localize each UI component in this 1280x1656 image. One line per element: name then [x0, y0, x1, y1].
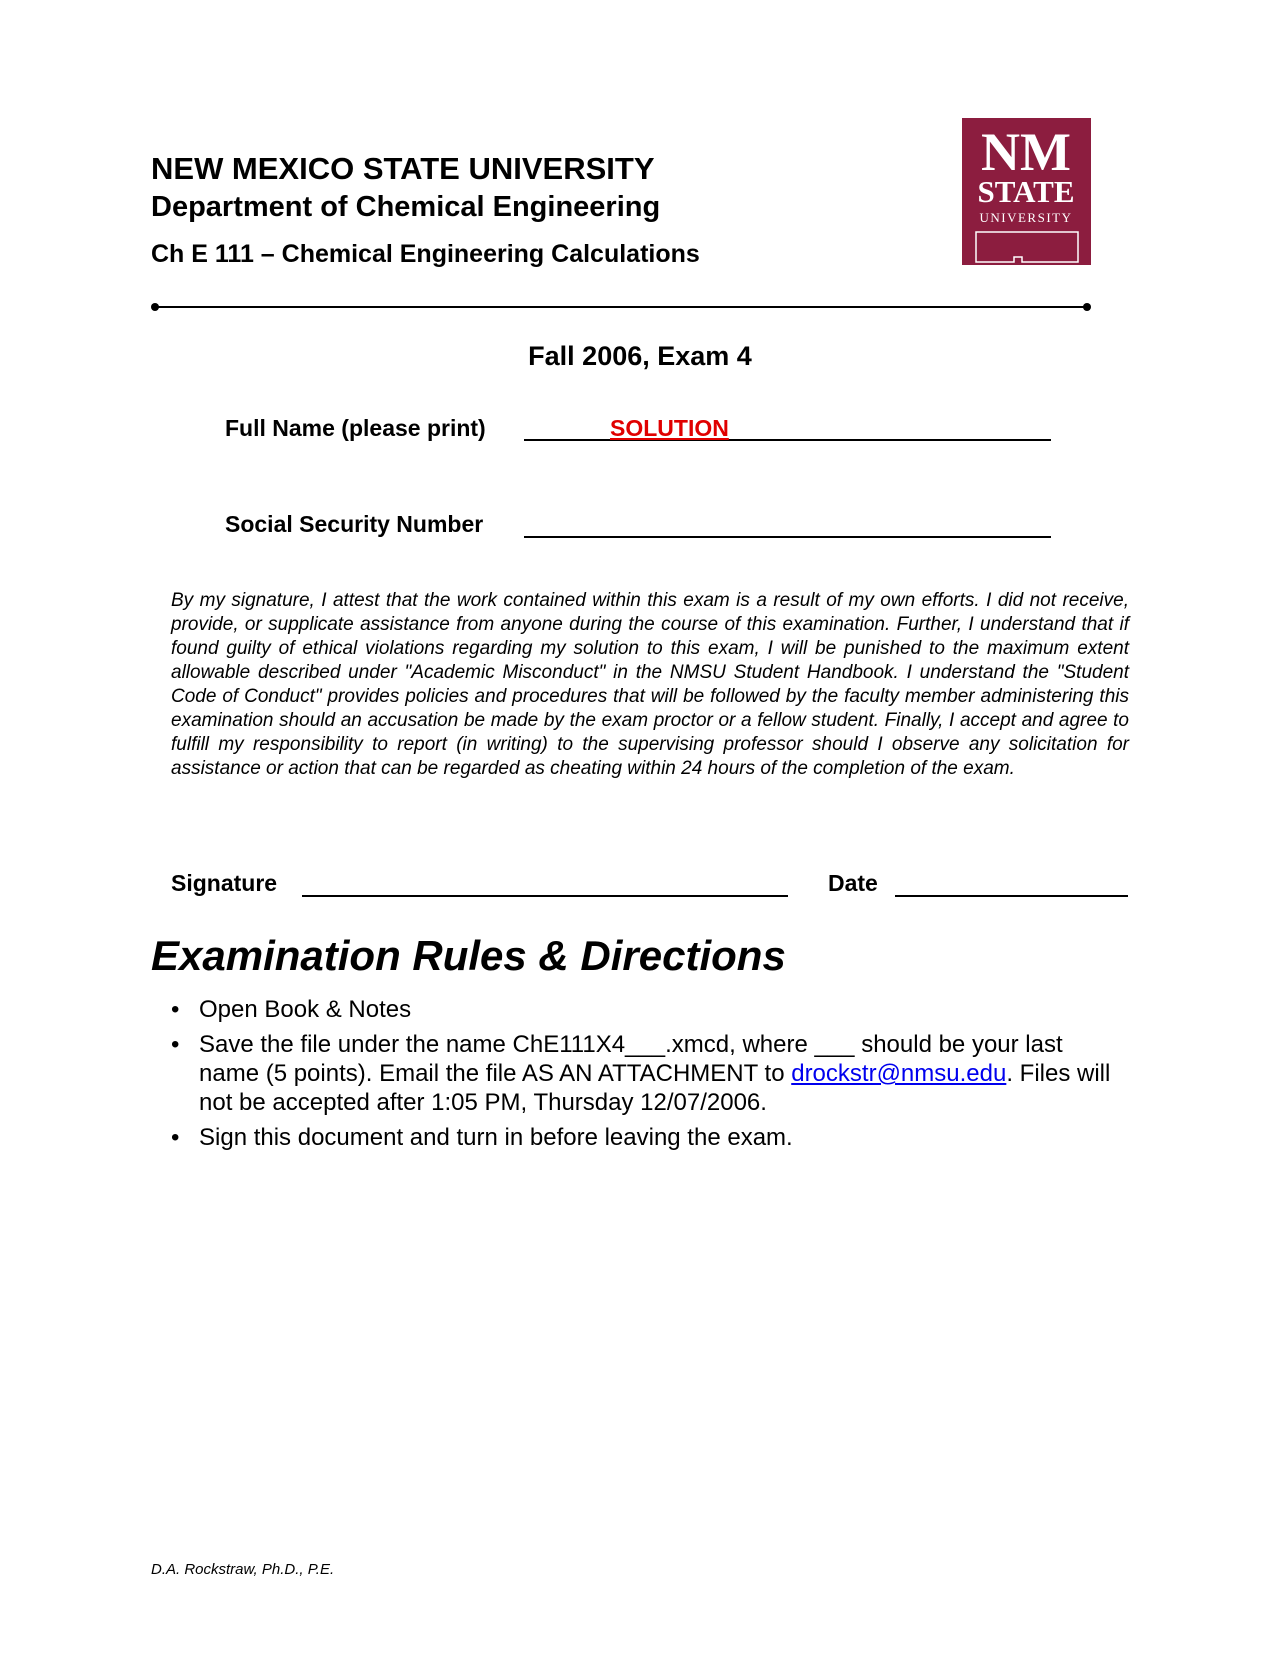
rules-list [168, 995, 1128, 1158]
logo-state: STATE [977, 174, 1075, 209]
full-name-value: SOLUTION [610, 415, 729, 441]
bullet-icon: • [171, 996, 180, 1023]
new-mexico-outline-icon [976, 232, 1078, 262]
ssn-field[interactable] [524, 536, 1051, 538]
signature-label: Signature [171, 870, 278, 896]
rules-title: Examination Rules & Directions [151, 932, 786, 979]
list-item [168, 1123, 1128, 1152]
footer-author: D.A. Rockstraw, Ph.D., P.E. [151, 1561, 335, 1578]
rule-text: Save the file under the name ChE111X4___.xmcd, where ___ should be your last name (5 points). Email the file AS AN ATTACHMENT to [199, 1031, 1063, 1087]
divider-dot-right [1083, 303, 1091, 311]
logo-university: UNIVERSITY [979, 210, 1073, 225]
date-field[interactable] [895, 895, 1128, 897]
bullet-icon: • [171, 1124, 180, 1151]
signature-field[interactable] [302, 895, 788, 897]
university-name: NEW MEXICO STATE UNIVERSITY [151, 151, 655, 186]
rule-text: . Files will not be accepted after 1:05 PM, Thursday 12/07/2006. [199, 1060, 1111, 1116]
department-name: Department of Chemical Engineering [151, 191, 661, 223]
rule-text: Open Book & Notes [199, 996, 412, 1023]
bullet-icon: • [171, 1031, 180, 1058]
date-label: Date [828, 870, 878, 896]
list-item [168, 1030, 1128, 1117]
full-name-label: Full Name (please print) [225, 415, 486, 441]
header-divider [155, 306, 1087, 308]
logo-nm: NM [981, 122, 1071, 182]
attestation-text: By my signature, I attest that the work contained within this exam is a result of my own efforts. I did not receive, provide, or supplicate assistance from anyone during the course of this examination. Further, I understand that if found guilty of ethical violations regarding my solution to this exam, I will be punished to the maximum extent allowable described under "Academic Misconduct" in the NMSU Student Handbook. I understand the "Student Code of Conduct" provides policies and procedures that will be followed by the faculty member administering this examination should an accusation be made by the exam proctor or a fellow student. Finally, I accept and agree to fulfill my responsibility to report (in writing) to the supervising professor should I observe any solicitation for assistance or action that can be regarded as cheating within 24 hours of the completion of the exam. [171, 590, 1129, 779]
email-link[interactable]: drockstr@nmsu.edu [791, 1060, 1007, 1087]
course-title: Ch E 111 – Chemical Engineering Calculations [151, 240, 700, 268]
full-name-field[interactable] [524, 439, 1051, 441]
ssn-label: Social Security Number [225, 511, 484, 537]
rule-text: Sign this document and turn in before leaving the exam. [199, 1124, 793, 1151]
exam-title: Fall 2006, Exam 4 [528, 341, 752, 371]
list-item [168, 995, 1128, 1024]
nmsu-logo [962, 118, 1091, 265]
